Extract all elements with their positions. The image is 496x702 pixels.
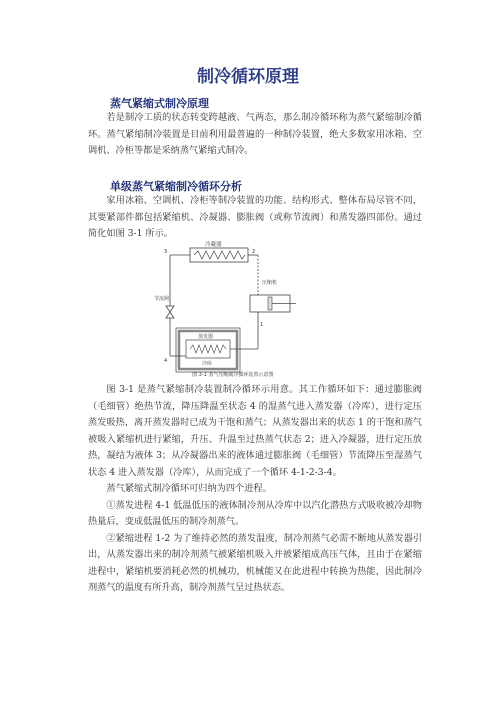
page-title: 制冷循环原理	[197, 67, 299, 87]
point-3-label: 3	[164, 249, 168, 255]
throttle-valve-bottom	[166, 312, 174, 318]
section2-paragraph: 家用冰箱、空调机、冷柜等制冷装置的功能、结构形式、整体布局尽管不同，其要紧部件都包括紧缩机、冷凝器、膨胀阀（或称节流阀）和蒸发器四部份。通过简化如图 3-1 所示。	[88, 195, 422, 239]
throttle-valve-top	[166, 306, 174, 312]
condenser-box	[190, 248, 248, 262]
condenser-coil	[194, 251, 245, 259]
cold-store-label: 冷库	[202, 361, 213, 367]
figure-caption: 图 3-1 蒸气压缩制冷循环装置示意图	[192, 372, 274, 378]
section3-body	[88, 382, 422, 597]
section1-paragraph: 若是制冷工质的状态转变跨越液、气两态，那么制冷循环称为蒸气紧缩制冷循环。蒸气紧缩制冷装置是目前利用最普遍的一种制冷装置，绝大多数家用冰箱、空调机、冷柜等都是采纳蒸气紧缩式制冷。	[88, 112, 422, 156]
evaporator-coil	[190, 345, 226, 353]
four-processes-intro: 蒸气紧缩式制冷循环可归纳为四个进程。	[106, 483, 272, 494]
evaporator-label: 蒸发器	[198, 334, 214, 340]
compressor-label: 压缩机	[262, 280, 278, 286]
point-2-label: 2	[252, 249, 256, 255]
compressor-piston	[268, 297, 272, 310]
cycle-description: 图 3-1 是蒸气紧缩制冷装置制冷循环示用意。其工作循环如下：通过膨胀阀（毛细管）绝热节流，降压降温至状态 4 的湿蒸气进入蒸发器（冷库），进行定压蒸发吸热，离开蒸发器时已成为干饱和蒸气；从蒸发器出来的状态 1 的干饱和蒸气被吸入紧缩机进行紧缩，升压、升温至过热蒸气状态 2；进入冷凝器，进行定压放热，凝结为液体 3；从冷凝器出来的液体通过膨胀阀（毛细管）节流降压至湿蒸气状态 4 进入蒸发器（冷库），从而完成了一个循环 4-1-2-3-4。	[88, 384, 422, 478]
throttle-label: 节流阀	[154, 296, 170, 302]
section-heading-vapor-compression: 蒸气紧缩式制冷原理	[110, 97, 209, 110]
condenser-label: 冷凝器	[205, 242, 222, 248]
evaporator-box	[186, 340, 230, 358]
point-4-label: 4	[164, 358, 168, 364]
compression-process: ②紧缩进程 1-2 为了维持必然的蒸发温度，制冷剂蒸气必需不断地从蒸发器引出，从蒸发器出来的制冷剂蒸气被紧缩机吸入并被紧缩成高压气体，且由于在紧缩进程中，紧缩机要消耗必然的机械功，机械能又在此进程中转换为热能，因此制冷剂蒸气的温度有所升高，制冷剂蒸气呈过热状态。	[88, 532, 422, 593]
section-heading-single-stage: 单级蒸气紧缩制冷循环分析	[110, 180, 242, 193]
refrigeration-cycle-diagram	[150, 240, 300, 378]
section2-body	[88, 193, 422, 243]
point-1-label: 1	[260, 322, 264, 328]
evaporation-process: ①蒸发进程 4-1 低温低压的液体制冷剂从冷库中以汽化潜热方式吸收被冷却物热量后，变成低温低压的制冷剂蒸气。	[88, 499, 422, 527]
section1-body	[88, 110, 422, 160]
